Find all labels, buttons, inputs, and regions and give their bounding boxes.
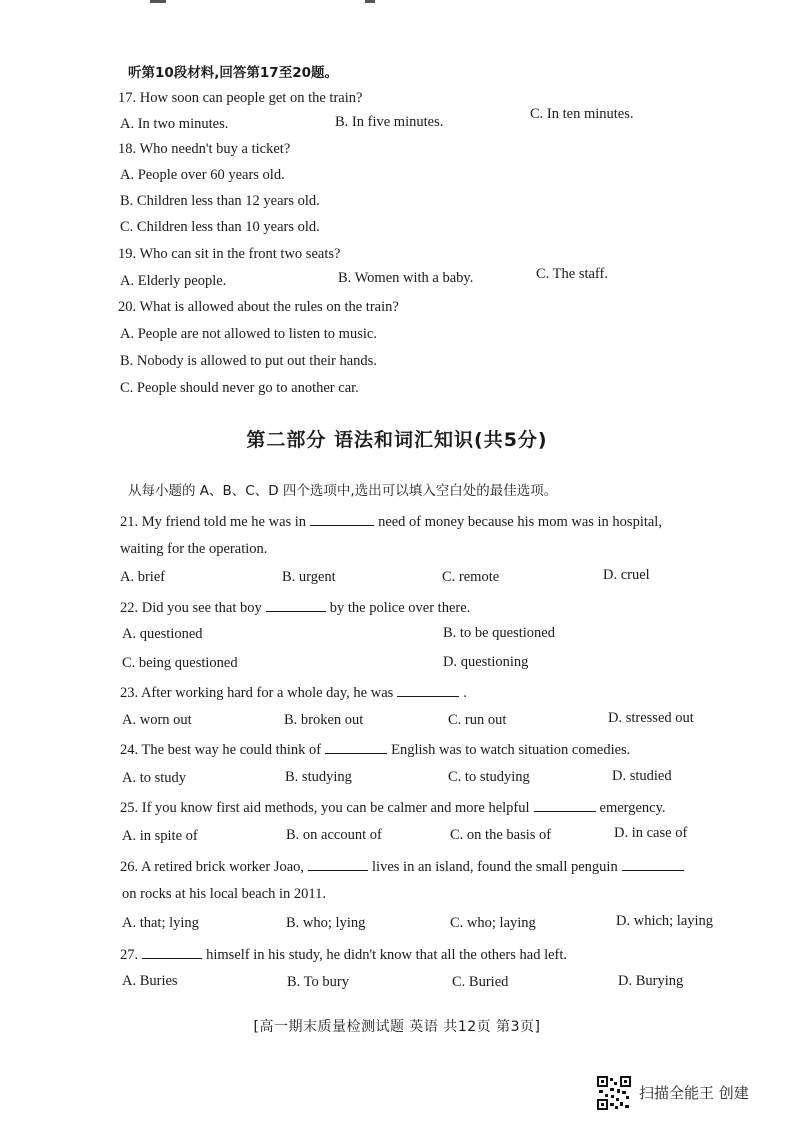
option-23-c: C. run out — [448, 712, 507, 728]
option-24-d: D. studied — [612, 768, 672, 784]
option-21-d: D. cruel — [603, 567, 650, 583]
answer-blank — [397, 682, 459, 697]
option-20-a: A. People are not allowed to listen to music. — [120, 326, 377, 342]
option-20-b: B. Nobody is allowed to put out their hands. — [120, 353, 377, 369]
option-27-a: A. Buries — [122, 973, 178, 989]
question-25: 25. If you know first aid methods, you can be calmer and more helpful emergency. — [120, 797, 666, 817]
option-25-d: D. in case of — [614, 825, 688, 841]
answer-blank — [622, 856, 684, 871]
question-20: 20. What is allowed about the rules on the train? — [118, 299, 399, 315]
option-21-c: C. remote — [442, 569, 500, 585]
question-22: 22. Did you see that boy by the police over there. — [120, 597, 470, 617]
option-27-b: B. To bury — [287, 974, 349, 990]
question-19: 19. Who can sit in the front two seats? — [118, 246, 341, 262]
option-27-c: C. Buried — [452, 974, 509, 990]
option-26-a: A. that; lying — [122, 915, 199, 931]
answer-blank — [534, 797, 596, 812]
question-26-continuation: on rocks at his local beach in 2011. — [122, 886, 327, 902]
option-25-a: A. in spite of — [122, 828, 198, 844]
question-18: 18. Who needn't buy a ticket? — [118, 141, 291, 157]
top-edge-mark — [150, 0, 166, 3]
answer-blank — [325, 739, 387, 754]
option-25-c: C. on the basis of — [450, 827, 552, 843]
question-17: 17. How soon can people get on the train? — [118, 90, 363, 106]
top-edge-mark — [365, 0, 375, 3]
option-19-c: C. The staff. — [536, 266, 608, 282]
option-18-c: C. Children less than 10 years old. — [120, 219, 320, 235]
option-23-b: B. broken out — [284, 712, 364, 728]
option-21-a: A. brief — [120, 569, 166, 585]
option-17-a: A. In two minutes. — [120, 116, 229, 132]
question-26: 26. A retired brick worker Joao, lives in an island, found the small penguin — [120, 856, 688, 876]
option-22-d: D. questioning — [443, 654, 529, 670]
question-23: 23. After working hard for a whole day, he was . — [120, 682, 467, 702]
scanner-watermark: 扫描全能王 创建 — [639, 1084, 749, 1102]
option-18-a: A. People over 60 years old. — [120, 167, 285, 183]
question-24: 24. The best way he could think of English was to watch situation comedies. — [120, 739, 630, 759]
option-26-d: D. which; laying — [616, 913, 714, 929]
option-27-d: D. Burying — [618, 973, 684, 989]
option-22-a: A. questioned — [122, 626, 203, 642]
question-21: 21. My friend told me he was in need of money because his mom was in hospital, — [120, 511, 662, 531]
option-17-c: C. In ten minutes. — [530, 106, 634, 122]
answer-blank — [310, 511, 374, 526]
qr-code-icon — [597, 1076, 631, 1110]
option-24-a: A. to study — [122, 770, 187, 786]
section-instruction: 从每小题的 A、B、C、D 四个选项中,选出可以填入空白处的最佳选项。 — [128, 483, 558, 499]
option-18-b: B. Children less than 12 years old. — [120, 193, 320, 209]
option-23-a: A. worn out — [122, 712, 192, 728]
page-footer: [高一期末质量检测试题 英语 共12页 第3页] — [253, 1019, 541, 1035]
question-21-continuation: waiting for the operation. — [120, 541, 268, 557]
option-21-b: B. urgent — [282, 569, 336, 585]
question-27: 27. himself in his study, he didn't know that all the others had left. — [120, 944, 567, 964]
option-19-a: A. Elderly people. — [120, 273, 227, 289]
option-25-b: B. on account of — [286, 827, 382, 843]
option-24-c: C. to studying — [448, 769, 530, 785]
listening-instruction: 听第10段材料,回答第17至20题。 — [128, 65, 338, 81]
option-20-c: C. People should never go to another car. — [120, 380, 359, 396]
option-22-c: C. being questioned — [122, 655, 238, 671]
option-26-b: B. who; lying — [286, 915, 366, 931]
answer-blank — [266, 597, 326, 612]
section-title: 第二部分 语法和词汇知识(共5分) — [246, 429, 548, 451]
option-17-b: B. In five minutes. — [335, 114, 444, 130]
option-19-b: B. Women with a baby. — [338, 270, 474, 286]
option-24-b: B. studying — [285, 769, 352, 785]
option-23-d: D. stressed out — [608, 710, 694, 726]
answer-blank — [308, 856, 368, 871]
answer-blank — [142, 944, 202, 959]
option-22-b: B. to be questioned — [443, 625, 555, 641]
option-26-c: C. who; laying — [450, 915, 536, 931]
